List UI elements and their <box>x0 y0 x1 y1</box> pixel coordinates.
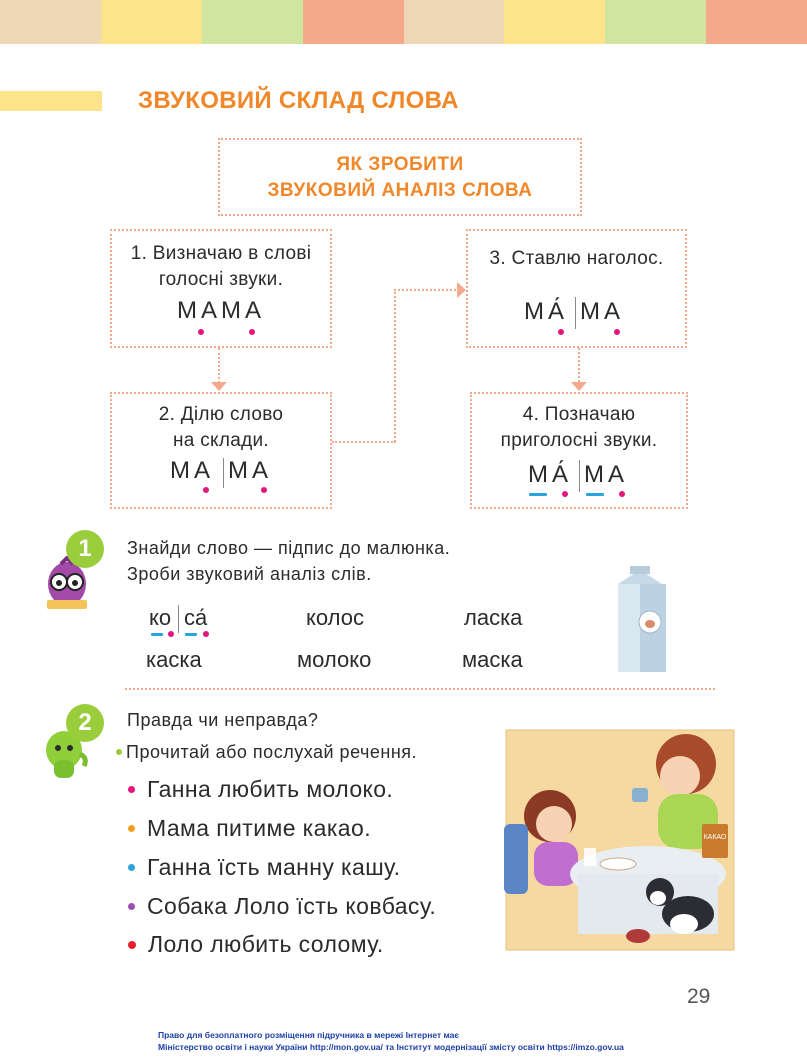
footer-notice <box>158 1029 624 1053</box>
word-laska: ласка <box>464 605 523 630</box>
word-maska: маска <box>462 647 523 672</box>
step-4-line1: 4. Позначаю <box>522 404 636 425</box>
syllable-divider <box>223 458 224 488</box>
task-1-number: 1 <box>66 530 104 568</box>
word-kosa-syllable-1: ко <box>149 605 172 630</box>
vowel-dot <box>168 631 174 637</box>
arrow-1-to-2 <box>218 348 220 383</box>
task-2-question: Правда чи неправда? <box>127 710 319 730</box>
vowel-dot <box>614 329 620 335</box>
arrow-2-to-3 <box>332 441 396 443</box>
stripe-segment <box>0 0 101 44</box>
step-4-box <box>470 392 688 509</box>
stripe-segment <box>101 0 202 44</box>
stripe-segment <box>202 0 303 44</box>
sentence-bullet <box>128 941 136 949</box>
family-breakfast-illustration <box>498 724 740 952</box>
sentence-4 <box>128 893 436 920</box>
step-2-box <box>110 392 332 509</box>
step-3-box <box>466 229 687 348</box>
step-2-syllable-1: МА <box>170 457 214 484</box>
task-2-number: 2 <box>66 704 104 742</box>
sentence-text: Лоло любить солому. <box>148 931 384 957</box>
step-4-line2: приголосні звуки. <box>500 430 658 451</box>
arrow-head-down <box>571 382 587 391</box>
arrow-head-right <box>457 282 466 298</box>
step-4-syllable-1: МА́ <box>528 461 572 488</box>
instruction-bullet <box>116 749 122 755</box>
word-kaska: каска <box>146 647 202 672</box>
stripe-segment <box>404 0 505 44</box>
syllable-divider <box>579 460 580 492</box>
word-moloko: молоко <box>297 647 372 672</box>
footer-line-2: Міністерство освіти і науки України http://mon.gov.ua/ та Інститут модернізації змісту освіти https://imzo.gov.ua <box>158 1042 624 1052</box>
sentence-text: Собака Лоло їсть ковбасу. <box>147 893 437 919</box>
step-1-word: МАМА <box>177 297 265 324</box>
task-1-instruction-2: Зроби звуковий аналіз слів. <box>127 564 372 584</box>
vowel-dot <box>198 329 204 335</box>
step-4-syllable-2: МА <box>584 461 628 488</box>
sentence-bullet <box>128 864 135 871</box>
sentence-bullet <box>128 786 135 793</box>
sentence-3 <box>128 854 400 881</box>
arrow-3-to-4 <box>578 348 580 382</box>
step-3-syllable-2: МА <box>580 298 624 325</box>
sentence-text: Ганна їсть манну кашу. <box>147 854 401 880</box>
howto-line1: ЯК ЗРОБИТИ <box>336 154 464 175</box>
sentence-1 <box>128 776 393 803</box>
arrow-head-down <box>211 382 227 391</box>
task-2-instruction: Прочитай або послухай речення. <box>126 742 418 762</box>
step-2-line2: на склади. <box>173 430 269 451</box>
consonant-dash <box>151 633 163 636</box>
step-2-line1: 2. Ділю слово <box>158 404 284 425</box>
syllable-divider <box>178 605 179 633</box>
vowel-dot <box>203 631 209 637</box>
sentence-5 <box>128 931 384 958</box>
page-number: 29 <box>687 985 711 1008</box>
section-divider <box>125 688 715 690</box>
milk-carton-image <box>610 566 670 674</box>
syllable-divider <box>575 297 576 329</box>
step-1-line1: 1. Визначаю в слові <box>130 243 312 264</box>
side-accent-stripe <box>0 91 102 111</box>
vowel-dot <box>562 491 568 497</box>
step-1-line2: голосні звуки. <box>158 269 284 290</box>
howto-line2: ЗВУКОВИЙ АНАЛІЗ СЛОВА <box>267 180 533 201</box>
stripe-segment <box>706 0 807 44</box>
step-1-box <box>110 229 332 348</box>
howto-box <box>218 138 582 216</box>
vowel-dot <box>558 329 564 335</box>
sentence-bullet <box>128 903 135 910</box>
cocoa-label: КАКАО <box>703 834 727 841</box>
step-3-syllable-1: МА́ <box>524 298 568 325</box>
step-2-syllable-2: МА <box>228 457 272 484</box>
vowel-dot <box>261 487 267 493</box>
stripe-segment <box>605 0 706 44</box>
footer-line-1: Право для безоплатного розміщення підручника в мережі Інтернет має <box>158 1030 460 1040</box>
task-1-instruction-1: Знайди слово — підпис до малюнка. <box>127 538 451 558</box>
arrow-2-to-3-vertical <box>394 289 396 442</box>
stripe-segment <box>303 0 404 44</box>
top-color-stripe <box>0 0 807 44</box>
sentence-bullet <box>128 825 135 832</box>
vowel-dot <box>203 487 209 493</box>
step-3-line1: 3. Ставлю наголос. <box>489 248 664 269</box>
consonant-dash <box>586 493 604 496</box>
sentence-text: Ганна любить молоко. <box>147 776 394 802</box>
consonant-dash <box>529 493 547 496</box>
vowel-dot <box>249 329 255 335</box>
consonant-dash <box>185 633 197 636</box>
stripe-segment <box>504 0 605 44</box>
word-kosa-syllable-2: са́ <box>184 605 208 630</box>
page-title: ЗВУКОВИЙ СКЛАД СЛОВА <box>138 87 459 114</box>
sentence-text: Мама питиме какао. <box>147 815 371 841</box>
arrow-2-to-3-top <box>394 289 456 291</box>
sentence-2 <box>128 815 371 842</box>
word-kolos: колос <box>306 605 364 630</box>
vowel-dot <box>619 491 625 497</box>
